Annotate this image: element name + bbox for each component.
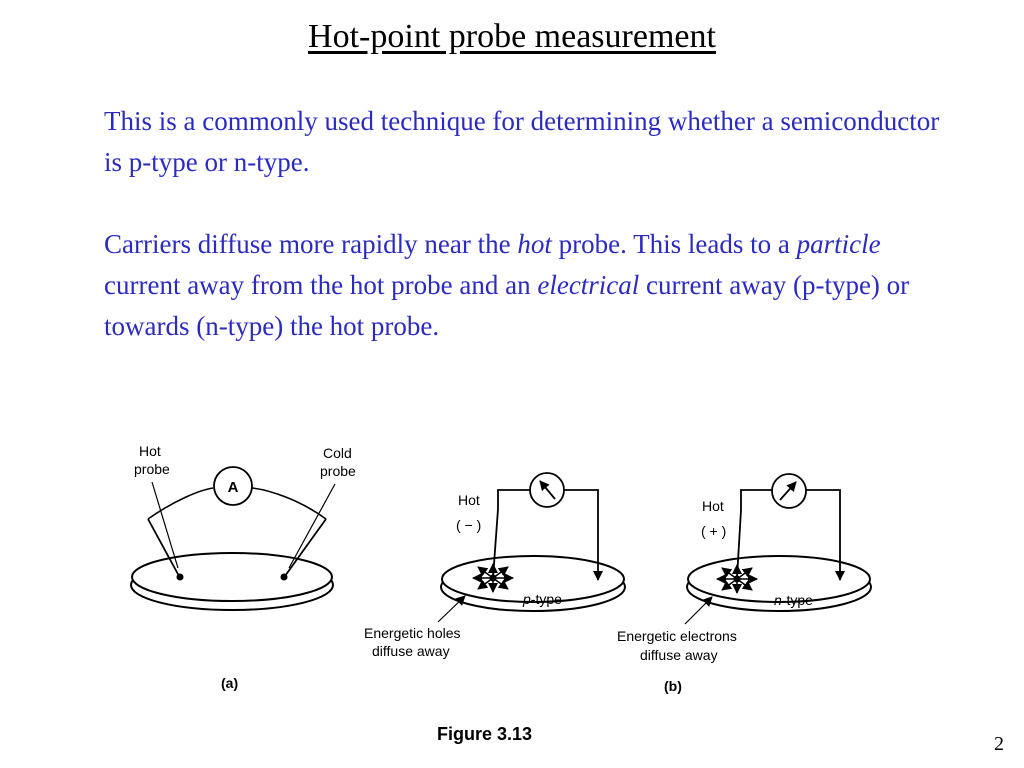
page-number: 2: [994, 733, 1004, 755]
panel-a-label: (a): [221, 675, 239, 691]
hot-probe-label-2: probe: [134, 461, 170, 477]
type-italic: p: [523, 591, 531, 607]
cold-label-pointer: [289, 484, 335, 568]
disk-a: [132, 553, 332, 601]
hot-label-ptype: Hot: [458, 492, 480, 508]
figure-caption: Figure 3.13: [437, 724, 533, 744]
cold-probe-tip-a: [281, 574, 288, 581]
hot-label-ntype: Hot: [702, 498, 724, 514]
note-ntype-1: Energetic electrons: [617, 628, 737, 644]
text-run: probe. This leads to a: [551, 229, 797, 259]
intro-paragraph: This is a commonly used technique for determining whether a semiconductor is p-type or n-type.: [104, 106, 940, 177]
panel-b-ntype: [617, 474, 871, 663]
hot-probe-label-1: Hot: [139, 443, 161, 459]
type-label-ntype: [774, 592, 813, 608]
hot-probe-tip-ptype: [490, 575, 497, 582]
wire-arc-a: [252, 488, 326, 519]
text-run: Carriers diffuse more rapidly near the: [104, 229, 518, 259]
type-rest: -type: [781, 592, 813, 608]
ammeter-label: A: [227, 479, 239, 496]
circuit-wire-ntype: [741, 490, 773, 510]
sign-label-ntype: ( + ): [701, 523, 727, 539]
note-ptype-2: diffuse away: [372, 643, 450, 659]
note-ptype-1: Energetic holes: [364, 625, 461, 641]
panel-b-ptype: [364, 473, 625, 659]
italic-particle: particle: [796, 229, 881, 259]
sign-label-ptype: ( − ): [456, 517, 482, 533]
panel-b-label: (b): [664, 678, 682, 694]
hot-probe-tip-a: [177, 574, 184, 581]
note-pointer-ntype: [685, 597, 712, 624]
hot-probe-tip-ntype: [734, 576, 741, 583]
text-run: current away (p-type) or towards (n-type) the hot probe.: [104, 270, 910, 341]
circuit-wire-ptype: [498, 490, 532, 509]
wire-arc-a: [148, 488, 213, 519]
type-label-ptype: [522, 591, 562, 607]
panel-a: [131, 443, 356, 691]
cold-probe-label-2: probe: [320, 463, 356, 479]
note-pointer-ptype: [438, 596, 465, 622]
italic-hot: hot: [517, 229, 552, 259]
italic-electrical: electrical: [537, 270, 640, 300]
slide-title: Hot-point probe measurement: [308, 18, 716, 55]
type-italic: n: [774, 592, 782, 608]
hot-label-pointer: [152, 482, 178, 568]
type-rest: -type: [530, 591, 562, 607]
note-ntype-2: diffuse away: [640, 647, 718, 663]
cold-probe-label-1: Cold: [323, 445, 352, 461]
text-run: current away from the hot probe and an: [104, 270, 538, 300]
